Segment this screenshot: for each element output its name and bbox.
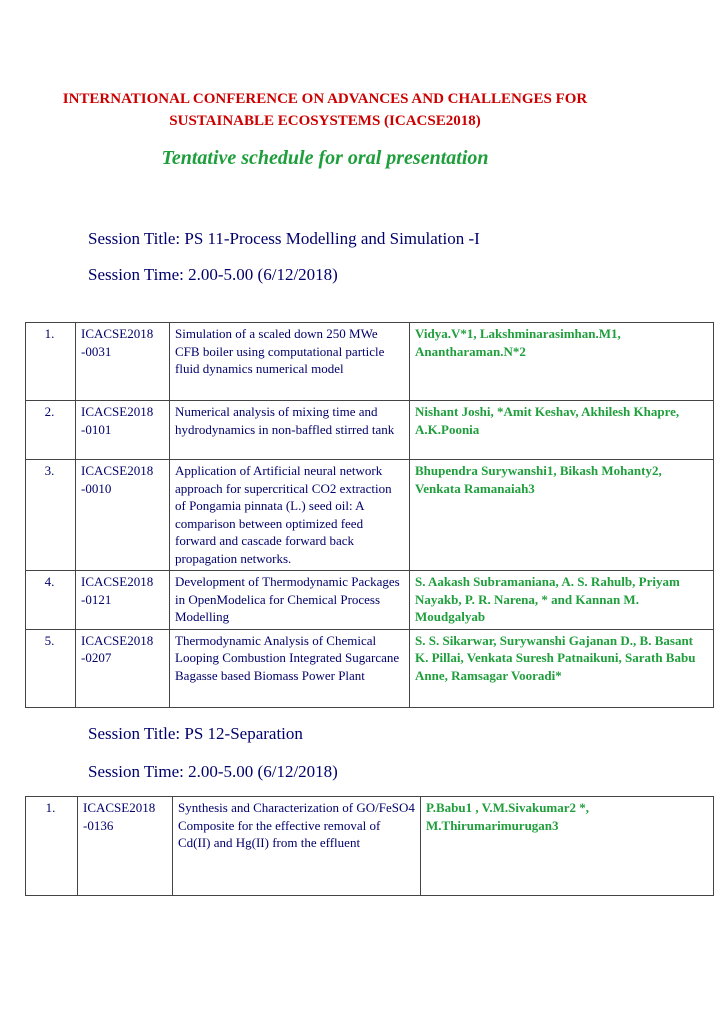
session-title-ps12: Session Title: PS 12-Separation — [88, 724, 303, 743]
paper-title: Numerical analysis of mixing time and hydrodynamics in non-baffled stirred tank — [170, 401, 410, 460]
row-number: 4. — [26, 571, 76, 630]
paper-id: ICACSE2018 -0010 — [76, 460, 170, 571]
conference-title-line1: INTERNATIONAL CONFERENCE ON ADVANCES AND CHALLENGES FOR — [62, 91, 588, 107]
table-row — [26, 460, 714, 571]
row-number: 3. — [26, 460, 76, 571]
paper-id: ICACSE2018 -0031 — [76, 323, 170, 401]
paper-id: ICACSE2018 -0136 — [78, 797, 173, 896]
table-row — [26, 401, 714, 460]
paper-id: ICACSE2018 -0207 — [76, 629, 170, 707]
paper-title: Application of Artificial neural network approach for supercritical CO2 extraction of Pongamia pinnata (L.) seed oil: A comparison between optimized feed forward and cascade forward back propagation networks. — [170, 460, 410, 571]
paper-title: Simulation of a scaled down 250 MWe CFB boiler using computational particle fluid dynamics numerical model — [170, 323, 410, 401]
session-time-ps11: Session Time: 2.00-5.00 (6/12/2018) — [88, 265, 338, 284]
table-row — [26, 629, 714, 707]
paper-title: Thermodynamic Analysis of Chemical Looping Combustion Integrated Sugarcane Bagasse based Biomass Power Plant — [170, 629, 410, 707]
paper-authors: Nishant Joshi, *Amit Keshav, Akhilesh Khapre, A.K.Poonia — [410, 401, 714, 460]
schedule-subtitle: Tentative schedule for oral presentation — [161, 147, 489, 169]
row-number: 2. — [26, 401, 76, 460]
paper-authors: Vidya.V*1, Lakshminarasimhan.M1, Anantharaman.N*2 — [410, 323, 714, 401]
session-time-ps12: Session Time: 2.00-5.00 (6/12/2018) — [88, 762, 338, 781]
paper-authors: S. S. Sikarwar, Surywanshi Gajanan D., B. Basant K. Pillai, Venkata Suresh Patnaikuni, Sarath Babu Anne, Ramsagar Vooradi* — [410, 629, 714, 707]
table-row — [26, 323, 714, 401]
row-number: 5. — [26, 629, 76, 707]
paper-id: ICACSE2018 -0101 — [76, 401, 170, 460]
session-title-ps11: Session Title: PS 11-Process Modelling and Simulation -I — [88, 229, 480, 248]
table-row — [26, 797, 714, 896]
paper-authors: Bhupendra Surywanshi1, Bikash Mohanty2, Venkata Ramanaiah3 — [410, 460, 714, 571]
row-number: 1. — [26, 797, 78, 896]
table-row — [26, 571, 714, 630]
paper-id: ICACSE2018 -0121 — [76, 571, 170, 630]
paper-title: Development of Thermodynamic Packages in OpenModelica for Chemical Process Modelling — [170, 571, 410, 630]
paper-title: Synthesis and Characterization of GO/FeSO4 Composite for the effective removal of Cd(II) and Hg(II) from the effluent — [173, 797, 421, 896]
schedule-table-ps11 — [25, 322, 714, 708]
row-number: 1. — [26, 323, 76, 401]
paper-authors: P.Babu1 , V.M.Sivakumar2 *, M.Thirumarimurugan3 — [421, 797, 714, 896]
conference-title-line2: SUSTAINABLE ECOSYSTEMS (ICACSE2018) — [169, 113, 481, 129]
paper-authors: S. Aakash Subramaniana, A. S. Rahulb, Priyam Nayakb, P. R. Narena, * and Kannan M. Moudgalyab — [410, 571, 714, 630]
schedule-table-ps12 — [25, 796, 714, 896]
